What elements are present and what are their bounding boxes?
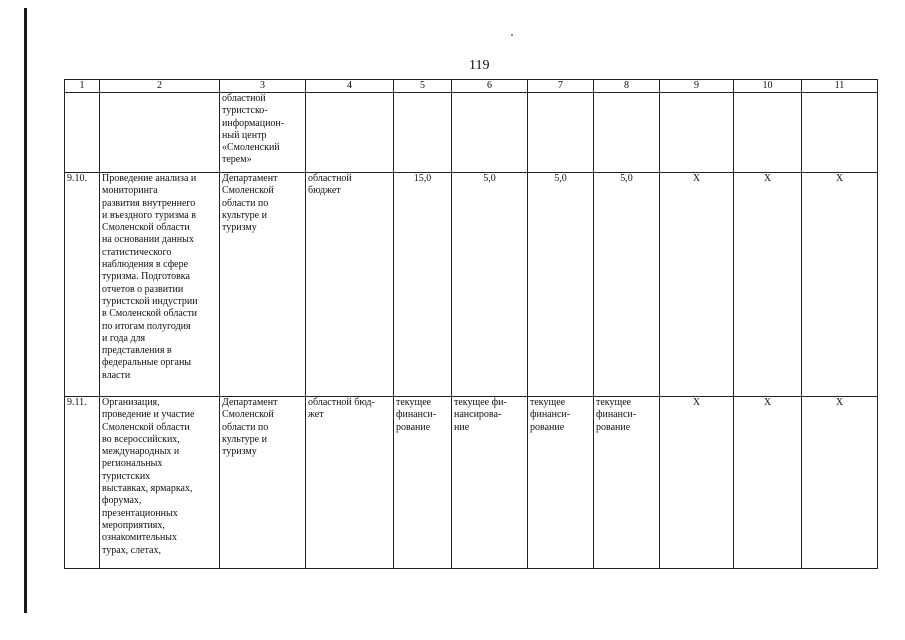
col-header-6: 6 bbox=[452, 80, 528, 93]
binding-line bbox=[24, 8, 27, 613]
amount-year-3: текущее финанси- рование bbox=[594, 397, 660, 569]
activity-name bbox=[100, 93, 220, 173]
col-9-value: Х bbox=[660, 397, 734, 569]
col-9-value bbox=[660, 93, 734, 173]
amount-year-3 bbox=[594, 93, 660, 173]
amount-year-1 bbox=[452, 93, 528, 173]
col-header-5: 5 bbox=[394, 80, 452, 93]
col-header-7: 7 bbox=[528, 80, 594, 93]
amount-year-2: 5,0 bbox=[528, 173, 594, 397]
table-row-9-10 bbox=[65, 173, 878, 397]
col-9-value: Х bbox=[660, 173, 734, 397]
col-10-value: Х bbox=[734, 173, 802, 397]
col-header-3: 3 bbox=[220, 80, 306, 93]
amount-year-2: текущее финанси- рование bbox=[528, 397, 594, 569]
row-number: 9.10. bbox=[65, 173, 100, 397]
amount-year-1: текущее фи- нансирова- ние bbox=[452, 397, 528, 569]
amount-total: 15,0 bbox=[394, 173, 452, 397]
col-header-10: 10 bbox=[734, 80, 802, 93]
col-11-value: Х bbox=[802, 173, 878, 397]
col-11-value bbox=[802, 93, 878, 173]
executor: Департамент Смоленской области по культуре и туризму bbox=[220, 397, 306, 569]
table-row-continuation bbox=[65, 93, 878, 173]
col-header-1: 1 bbox=[65, 80, 100, 93]
budget-table bbox=[64, 79, 878, 569]
table-row-9-11 bbox=[65, 397, 878, 569]
col-header-4: 4 bbox=[306, 80, 394, 93]
funding-source bbox=[306, 93, 394, 173]
amount-year-2 bbox=[528, 93, 594, 173]
col-header-8: 8 bbox=[594, 80, 660, 93]
executor: Департамент Смоленской области по культуре и туризму bbox=[220, 173, 306, 397]
row-number bbox=[65, 93, 100, 173]
activity-name: Проведение анализа и мониторинга развития внутреннего и въездного туризма в Смоленской области на основании данных статистического наблюдения в сфере туризма. Подготовка отчетов о развитии туристской индустрии в Смоленской области по итогам полугодия и года для представления в федеральные органы власти bbox=[100, 173, 220, 397]
funding-source: областной бюд- жет bbox=[306, 397, 394, 569]
amount-year-1: 5,0 bbox=[452, 173, 528, 397]
col-header-9: 9 bbox=[660, 80, 734, 93]
page-number: 119 bbox=[469, 58, 490, 73]
col-header-2: 2 bbox=[100, 80, 220, 93]
scan-speck bbox=[511, 34, 513, 36]
header-row bbox=[65, 80, 878, 93]
row-number: 9.11. bbox=[65, 397, 100, 569]
activity-name: Организация, проведение и участие Смоленской области во всероссийских, международных и региональных туристских выставках, ярмарках, форумах, презентационных мероприятиях, ознакомительных турах, слетах, bbox=[100, 397, 220, 569]
funding-source: областной бюджет bbox=[306, 173, 394, 397]
amount-year-3: 5,0 bbox=[594, 173, 660, 397]
col-10-value: Х bbox=[734, 397, 802, 569]
col-header-11: 11 bbox=[802, 80, 878, 93]
col-11-value: Х bbox=[802, 397, 878, 569]
amount-total bbox=[394, 93, 452, 173]
col-10-value bbox=[734, 93, 802, 173]
executor: областной туристско- информацион- ный центр «Смоленский терем» bbox=[220, 93, 306, 173]
amount-total: текущее финанси- рование bbox=[394, 397, 452, 569]
